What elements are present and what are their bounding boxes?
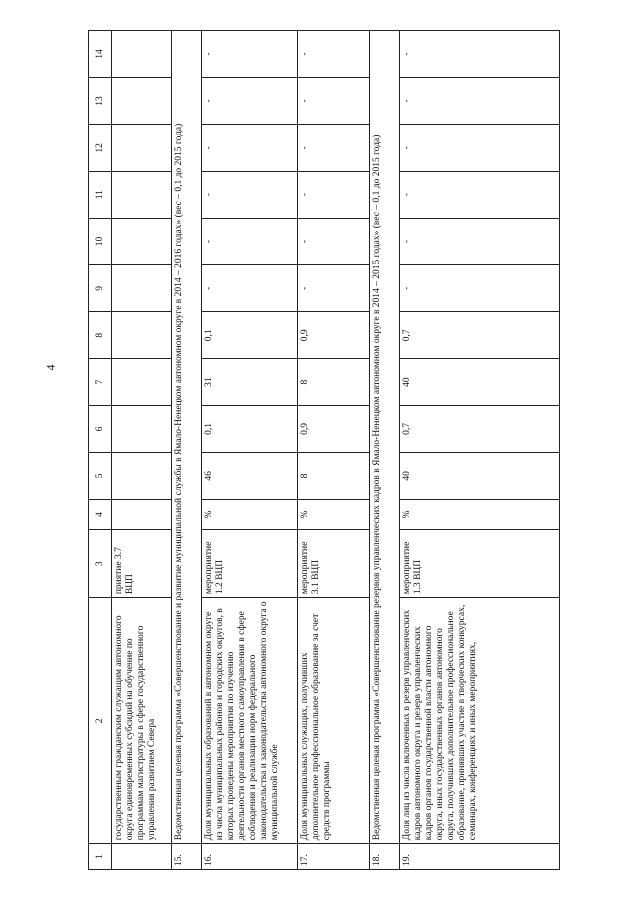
section-title: Ведомственная целевая программа «Совершенствование резервов управленческих кадров в Ямало-Ненецком автономном округе в 2014 – 2015 годах» (вес – 0,1 до 2015 года) bbox=[370, 31, 400, 844]
value-cell bbox=[112, 124, 172, 171]
unit-cell: % bbox=[298, 499, 370, 529]
value-cell: - bbox=[202, 265, 298, 312]
value-cell: 0,7 bbox=[400, 406, 560, 453]
col-header: 11 bbox=[89, 171, 112, 218]
value-cell bbox=[112, 218, 172, 265]
value-cell bbox=[112, 359, 172, 406]
row-number: 16. bbox=[202, 844, 298, 870]
value-cell: 31 bbox=[202, 359, 298, 406]
value-cell bbox=[112, 78, 172, 125]
value-cell: - bbox=[202, 31, 298, 78]
table-row bbox=[112, 31, 172, 870]
value-cell: - bbox=[400, 31, 560, 78]
section-number: 18. bbox=[370, 844, 400, 870]
col-header: 1 bbox=[89, 844, 112, 870]
value-cell: 0,9 bbox=[298, 312, 370, 359]
value-cell: 40 bbox=[400, 359, 560, 406]
table-container bbox=[88, 30, 608, 870]
section-row bbox=[172, 31, 202, 870]
col-header: 4 bbox=[89, 499, 112, 529]
col-header: 9 bbox=[89, 265, 112, 312]
value-cell bbox=[112, 406, 172, 453]
value-cell bbox=[112, 265, 172, 312]
value-cell: - bbox=[202, 78, 298, 125]
value-cell: - bbox=[202, 218, 298, 265]
indicator-name: государственным гражданским служащим автономного округа единовременных субсидий на обучение по программам магистратуры в сфере государственного управления развитием Севера bbox=[112, 598, 172, 844]
unit-cell: % bbox=[400, 499, 560, 529]
value-cell: 8 bbox=[298, 359, 370, 406]
value-cell: 0,1 bbox=[202, 312, 298, 359]
col-header: 7 bbox=[89, 359, 112, 406]
value-cell: 0,9 bbox=[298, 406, 370, 453]
value-cell: - bbox=[298, 124, 370, 171]
value-cell: - bbox=[400, 78, 560, 125]
rotated-page bbox=[88, 30, 608, 870]
value-cell: - bbox=[298, 31, 370, 78]
table-row bbox=[298, 31, 370, 870]
col-header: 8 bbox=[89, 312, 112, 359]
page-number: 4 bbox=[43, 364, 58, 371]
value-cell: - bbox=[298, 78, 370, 125]
value-cell: - bbox=[400, 218, 560, 265]
row-number bbox=[112, 844, 172, 870]
value-cell: 0,1 bbox=[202, 406, 298, 453]
section-number: 15. bbox=[172, 844, 202, 870]
event-ref: мероприятие 1.3 ВЦП bbox=[400, 530, 560, 598]
event-ref: приятие 3.7 ВЦП bbox=[112, 530, 172, 598]
value-cell: - bbox=[298, 265, 370, 312]
col-header: 5 bbox=[89, 452, 112, 499]
col-header: 10 bbox=[89, 218, 112, 265]
value-cell bbox=[112, 171, 172, 218]
indicator-name: Доля муниципальных образований в автономном округе из числа муниципальных районов и городских округов, в которых проведены мероприятия по изучению деятельности органов местного самоуправления в сфере соблюдения и реализации норм федерального законодательства и законодательства автономного округа о муниципальной службе bbox=[202, 598, 298, 844]
row-number: 17. bbox=[298, 844, 370, 870]
value-cell: 40 bbox=[400, 452, 560, 499]
indicators-table bbox=[88, 30, 560, 870]
col-header: 2 bbox=[89, 598, 112, 844]
header-row bbox=[89, 31, 112, 870]
value-cell: - bbox=[202, 171, 298, 218]
value-cell: 0,7 bbox=[400, 312, 560, 359]
value-cell bbox=[112, 31, 172, 78]
col-header: 13 bbox=[89, 78, 112, 125]
value-cell bbox=[112, 452, 172, 499]
value-cell: - bbox=[298, 171, 370, 218]
value-cell: - bbox=[202, 124, 298, 171]
table-row bbox=[202, 31, 298, 870]
event-ref: мероприятие 3.1 ВЦП bbox=[298, 530, 370, 598]
value-cell: - bbox=[298, 218, 370, 265]
value-cell: - bbox=[400, 124, 560, 171]
value-cell: - bbox=[400, 171, 560, 218]
value-cell bbox=[112, 312, 172, 359]
unit-cell: % bbox=[202, 499, 298, 529]
table-row bbox=[400, 31, 560, 870]
value-cell: 46 bbox=[202, 452, 298, 499]
col-header: 6 bbox=[89, 406, 112, 453]
value-cell: - bbox=[400, 265, 560, 312]
col-header: 3 bbox=[89, 530, 112, 598]
col-header: 14 bbox=[89, 31, 112, 78]
row-number: 19. bbox=[400, 844, 560, 870]
value-cell: 8 bbox=[298, 452, 370, 499]
indicator-name: Доля муниципальных служащих, получивших дополнительное профессиональное образование за счет средств программы bbox=[298, 598, 370, 844]
indicator-name: Доля лиц из числа включенных в резерв управленческих кадров автономного округа и резерв управленческих кадров органов государственной власти автономного округа, иных государственных органов автономного округа, получивших дополнительное профессиональное образование, принявших участие в творческих конкурсах, семинарах, конференциях и иных мероприятиях, bbox=[400, 598, 560, 844]
event-ref: мероприятие 1.2 ВЦП bbox=[202, 530, 298, 598]
section-row bbox=[370, 31, 400, 870]
unit-cell bbox=[112, 499, 172, 529]
col-header: 12 bbox=[89, 124, 112, 171]
section-title: Ведомственная целевая программа «Совершенствование и развитие муниципальной службы в Ямало-Ненецком автономном округе в 2014 – 2016 годах» (вес – 0,1 до 2015 года) bbox=[172, 31, 202, 844]
